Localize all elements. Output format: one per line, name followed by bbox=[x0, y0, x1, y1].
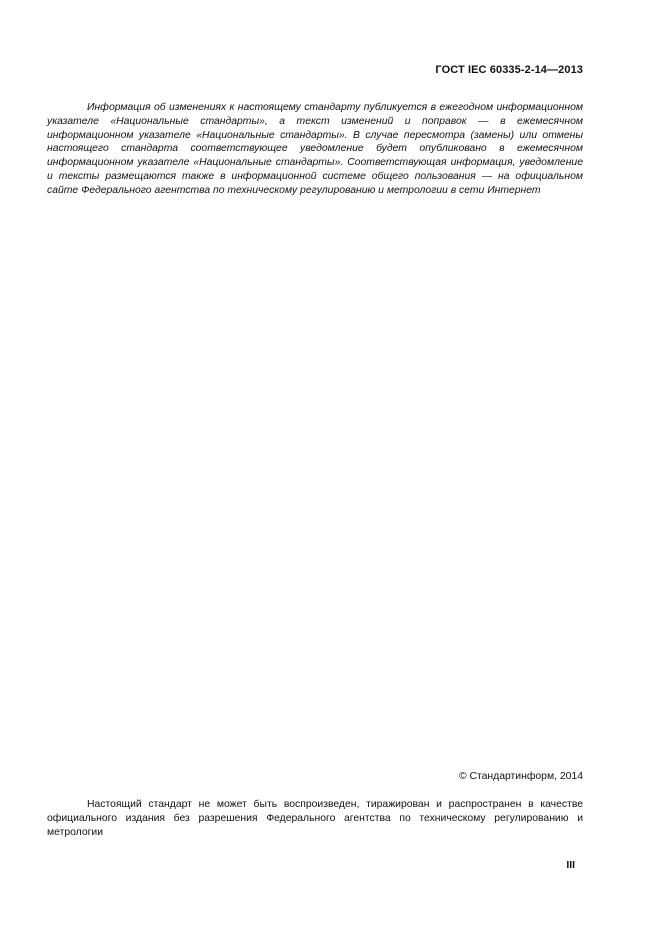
reproduction-restriction-paragraph: Настоящий стандарт не может быть воспроизведен, тиражирован и распространен в качестве официального издания без разрешения Федерального агентства по техническому регулированию и метрологии bbox=[47, 799, 583, 838]
page-number: III bbox=[566, 860, 575, 871]
amendments-notice-paragraph: Информация об изменениях к настоящему стандарту публикуется в ежегодном информационном указателе «Национальные стандарты», а текст изменений и поправок — в ежемесячном информационном указателе «Национальные стандарты». В случае пересмотра (замены) или отмены настоящего стандарта соответствующее уведомление будет опубликовано в ежемесячном информационном указателе «Национальные стандарты». Соответствующая информация, уведомление и тексты размещаются также в информационной системе общего пользования — на официальном сайте Федерального агентства по техническому регулированию и метрологии в сети Интернет bbox=[47, 102, 583, 196]
standard-code-header: ГОСТ IEC 60335-2-14—2013 bbox=[435, 64, 583, 76]
copyright-line: © Стандартинформ, 2014 bbox=[458, 771, 583, 782]
